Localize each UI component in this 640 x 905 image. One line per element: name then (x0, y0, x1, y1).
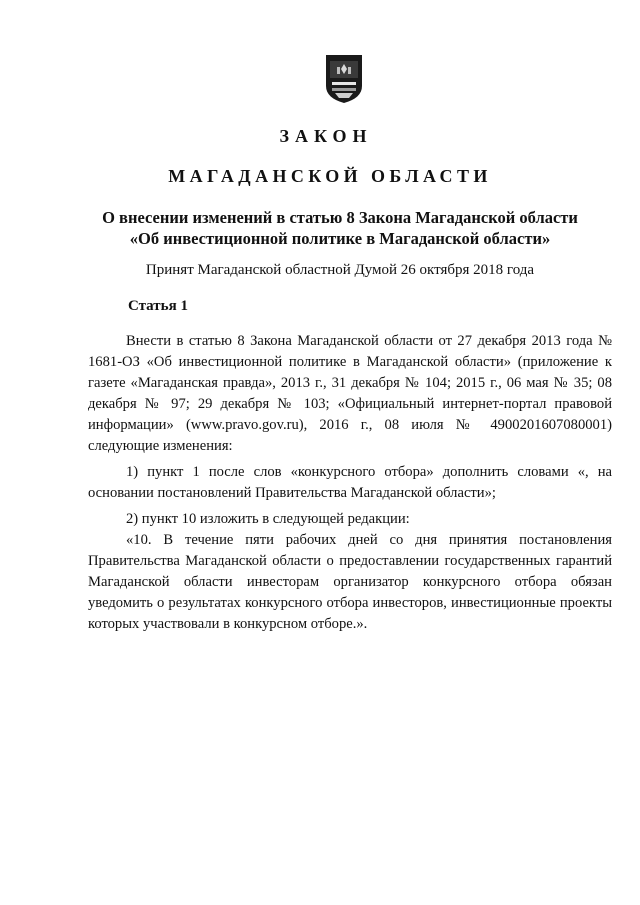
region-title: МАГАДАНСКОЙ ОБЛАСТИ (168, 166, 492, 186)
article-heading: Статья 1 (128, 298, 188, 314)
article-intro-paragraph: Внести в статью 8 Закона Магаданской области от 27 декабря 2013 года № 1681-ОЗ «Об инвестиционной политике в Магаданской области» (приложение к газете «Магаданская правда», 2013 г., 31 декабря № 104; 2015 г., 06 мая № 35; 08 декабря № 97; 29 декабря № 103; «Официальный интернет-портал правовой информации» (www.pravo.gov.ru), 2016 г., 08 июля № 4900201607080001) следующие изменения: (88, 333, 612, 454)
law-title: ЗАКОН (279, 126, 373, 146)
coat-of-arms-emblem (325, 52, 363, 104)
adoption-note: Принят Магаданской областной Думой 26 октября 2018 года (145, 262, 535, 278)
amendment-item-2 (88, 509, 612, 635)
law-subject (80, 207, 600, 249)
amendment-item-1: 1) пункт 1 после слов «конкурсного отбора» дополнить словами «, на основании постановлений Правительства Магаданской области»; (88, 464, 612, 501)
amendment-item-2-intro: 2) пункт 10 изложить в следующей редакции: (126, 511, 410, 527)
subject-line-2: «Об инвестиционной политике в Магаданской области» (129, 229, 551, 248)
subject-line-1: О внесении изменений в статью 8 Закона Магаданской области (102, 208, 578, 227)
amendment-item-2-text: «10. В течение пяти рабочих дней со дня принятия постановления Правительства Магаданской области о предоставлении государственных гарантий Магаданской области инвесторам организатор конкурсного отбора обязан уведомить о результатах конкурсного отбора инвесторов, инвестиционные проекты которых участвовали в конкурсном отборе.». (88, 532, 612, 632)
